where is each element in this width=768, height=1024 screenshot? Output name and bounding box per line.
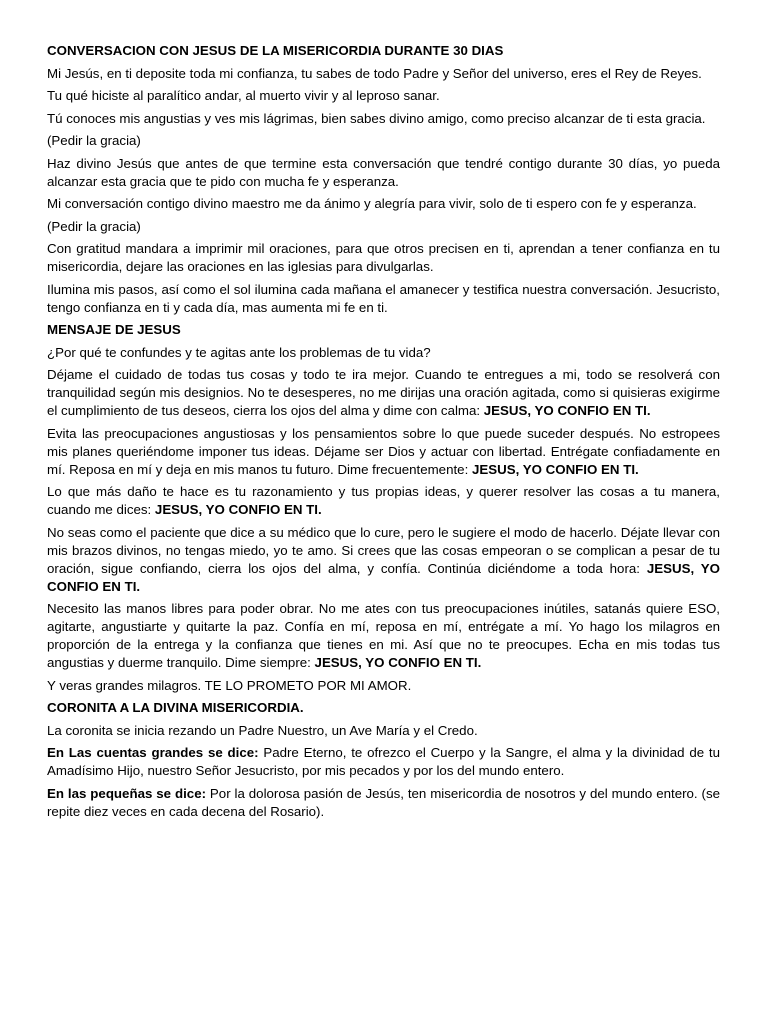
bold-phrase: JESUS, YO CONFIO EN TI. [154, 502, 322, 517]
paragraph: Ilumina mis pasos, así como el sol ilumina cada mañana el amanecer y testifica nuestra conversación. Jesucristo, tengo confianza en ti y cada día, mas aumenta mi fe en ti. [47, 281, 720, 315]
bold-phrase: JESUS, YO CONFIO EN TI. [47, 560, 720, 594]
paragraph-text: No seas como el paciente que dice a su médico que lo cure, pero le sugiere el modo de hacerlo. Déjate llevar con mis brazos divinos, no tengas miedo, yo te amo. Si crees que las cosas empeoran o se complican a pesar de tu oración, sigue confiando, cierra los ojos del alma, y confía. Continúa diciéndome a toda hora: [47, 524, 720, 576]
paragraph [47, 366, 720, 420]
bold-phrase: En Las cuentas grandes se dice: [47, 745, 259, 760]
paragraph-text: Evita las preocupaciones angustiosas y los pensamientos sobre lo que puede suceder después. No estropees mis planes queriéndome imponer tus ideas. Déjame ser Dios y actuar con libertad. Entrégate confiadamente en mí. Reposa en mí y deja en mis manos tu futuro. Dime frecuentemente: [47, 425, 720, 477]
paragraph: Mi conversación contigo divino maestro me da ánimo y alegría para vivir, solo de ti espero con fe y esperanza. [47, 196, 697, 211]
paragraph [47, 744, 720, 780]
paragraph [47, 524, 720, 596]
bold-phrase: JESUS, YO CONFIO EN TI. [471, 461, 639, 477]
paragraph [47, 425, 720, 479]
paragraph-text: Por la dolorosa pasión de Jesús, ten misericordia de nosotros y del mundo entero. (se repite diez veces en cada decena del Rosario). [47, 785, 720, 819]
paragraph: La coronita se inicia rezando un Padre Nuestro, un Ave María y el Credo. [47, 722, 478, 738]
paragraph: Tú conoces mis angustias y ves mis lágrimas, bien sabes divino amigo, como preciso alcanzar de ti esta gracia. [47, 110, 706, 126]
paragraph-text: Necesito las manos libres para poder obrar. No me ates con tus preocupaciones inútiles, satanás quiere ESO, agitarte, angustiarte y quitarte la paz. Confía en mí, reposa en mí, entrégate a mí. Yo hago los milagros en proporción de la entrega y la confianza que tienes en mi. Así que no te preocupes. Echa en mis todas tus angustias y duerme tranquilo. Dime siempre: [47, 601, 720, 670]
paragraph: (Pedir la gracia) [47, 133, 141, 148]
paragraph [47, 785, 720, 821]
paragraph: ¿Por qué te confundes y te agitas ante los problemas de tu vida? [47, 344, 431, 360]
paragraph: Con gratitud mandara a imprimir mil oraciones, para que otros precisen en ti, aprendan a tener confianza en tu misericordia, dejare las oraciones en las iglesias para divulgarlas. [47, 241, 720, 274]
paragraph: Y veras grandes milagros. TE LO PROMETO POR MI AMOR. [47, 677, 412, 693]
paragraph: (Pedir la gracia) [47, 218, 141, 234]
paragraph-text: Déjame el cuidado de todas tus cosas y todo te ira mejor. Cuando te entregues a mi, todo se resolverá con tranquilidad según mis designios. No te desesperes, no me dirijas una oración agitada, como si quisieras exigirme el cumplimiento de tus deseos, cierra los ojos del alma y dime con calma: [47, 367, 720, 418]
paragraph: Tu qué hiciste al paralítico andar, al muerto vivir y al leproso sanar. [47, 88, 440, 103]
bold-phrase: JESUS, YO CONFIO EN TI. [314, 655, 482, 670]
paragraph: Mi Jesús, en ti deposite toda mi confianza, tu sabes de todo Padre y Señor del universo, eres el Rey de Reyes. [47, 65, 702, 81]
section-title-conversacion: CONVERSACION CON JESUS DE LA MISERICORDIA DURANTE 30 DIAS [47, 43, 504, 58]
bold-phrase: JESUS, YO CONFIO EN TI. [483, 403, 651, 418]
section-title-mensaje: MENSAJE DE JESUS [47, 322, 181, 337]
paragraph: Haz divino Jesús que antes de que termine esta conversación que tendré contigo durante 30 días, yo pueda alcanzar esta gracia que te pido con mucha fe y esperanza. [47, 155, 720, 189]
paragraph-text: Lo que más daño te hace es tu razonamiento y tus propias ideas, y querer resolver las cosas a tu manera, cuando me dices: [47, 484, 720, 517]
bold-phrase: En las pequeñas se dice: [47, 785, 207, 801]
paragraph [47, 600, 720, 672]
paragraph [47, 483, 720, 519]
paragraph-text: Padre Eterno, te ofrezco el Cuerpo y la Sangre, el alma y la divinidad de tu Amadísimo Hijo, nuestro Señor Jesucristo, por mis pecados y por los del mundo entero. [47, 745, 720, 778]
section-title-coronita: CORONITA A LA DIVINA MISERICORDIA. [47, 700, 304, 715]
